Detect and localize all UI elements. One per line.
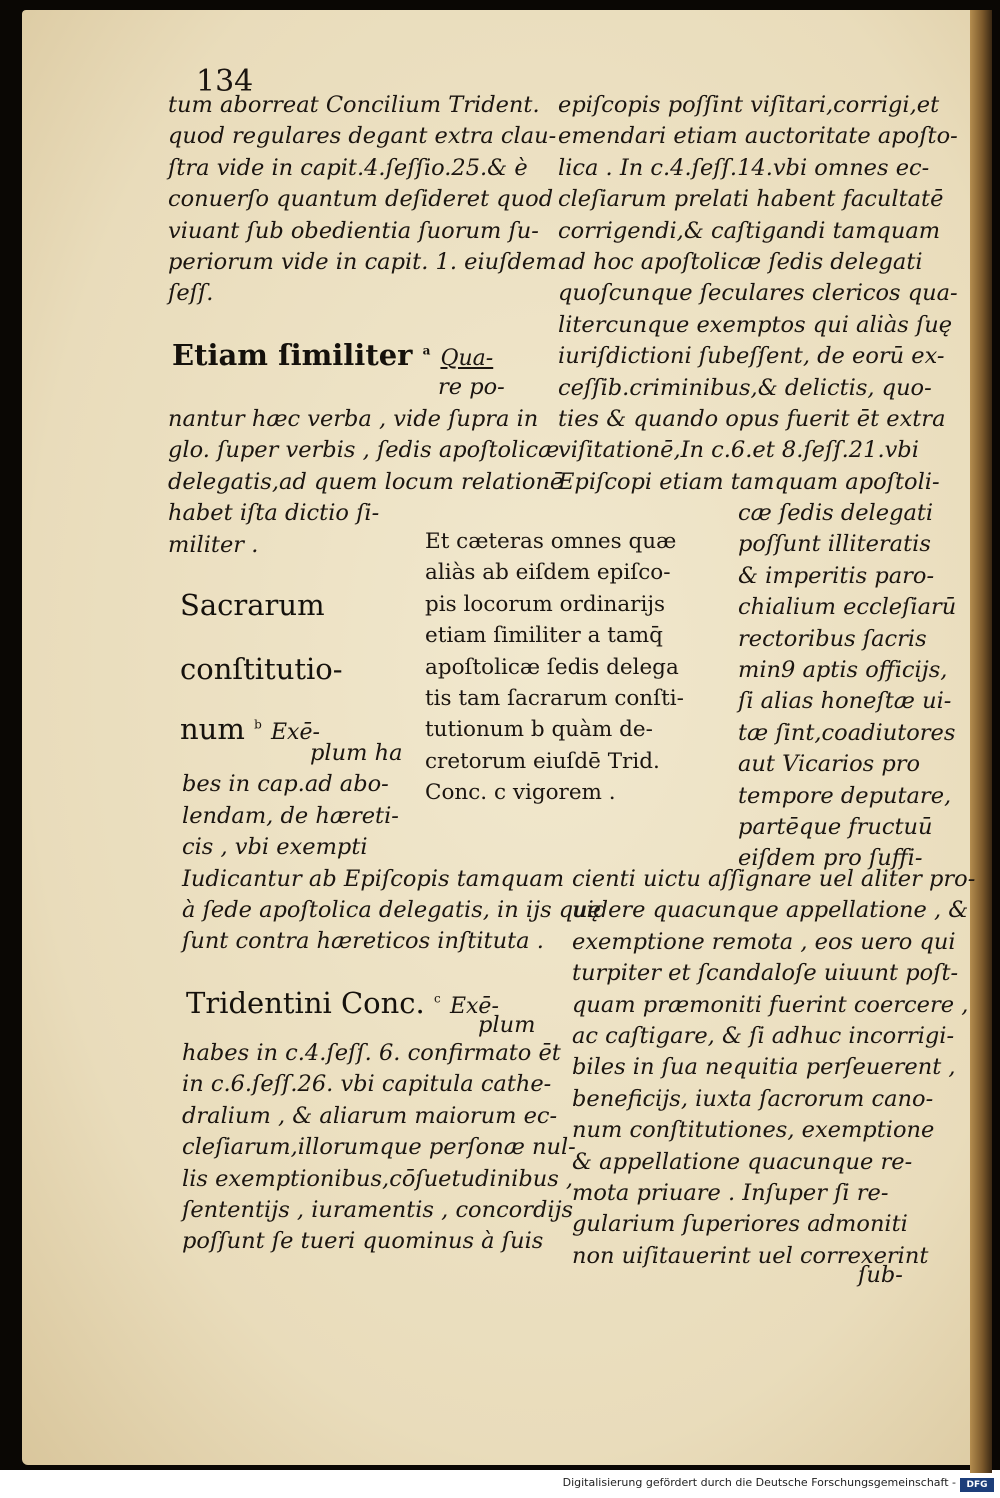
text-line: epiſcopis poſſint viſitari,corrigi,et <box>558 92 940 118</box>
text-line: plum ha <box>310 740 403 766</box>
text-line: exemptione remota , eos uero qui <box>572 928 956 955</box>
text-line: Conc. c vigorem . <box>425 780 616 806</box>
text-line: Epiſcopi etiam tamquam apoſtoli- <box>558 468 940 495</box>
text-line: pis locorum ordinarijs <box>425 591 666 617</box>
text-line: iuriſdictioni ſubeſſent, de eorū ex- <box>558 343 945 370</box>
text-line: ceſſib.criminibus,& delictis, quo- <box>558 374 932 401</box>
tridentini-line2 <box>478 1010 535 1041</box>
left-top-paragraph <box>168 90 557 310</box>
text-line: apoſtolicæ ſedis delega <box>425 654 679 680</box>
text-line: lica . In c.4.ſeſſ.14.vbi omnes ec- <box>558 154 930 181</box>
text-line: lendam, de hæreti- <box>182 802 399 829</box>
text-line: uidere quacunque appellatione , & <box>572 897 969 924</box>
text-line: ſi alias honeſtæ ui- <box>738 688 952 715</box>
page-number: 134 <box>196 64 254 99</box>
text-line: eiſdem pro ſuffi- <box>738 845 923 872</box>
heading-tail: Exē- <box>449 994 499 1019</box>
text-line: non uiſitauerint uel correxerint <box>572 1242 929 1269</box>
text-line: corrigendi,& caſtigandi tamquam <box>558 217 941 244</box>
text-line: ſunt contra hæreticos inſtituta . <box>182 928 544 955</box>
text-line: ties & quando opus fuerit ēt extra <box>558 406 946 433</box>
text-line: quoſcunque ſeculares clericos qua- <box>558 280 958 307</box>
note-mark: b <box>254 717 262 732</box>
text-line: aut Vicarios pro <box>738 751 921 778</box>
text-line: biles in ſua nequitia perſeuerent , <box>572 1054 956 1081</box>
text-line: militer . <box>168 531 259 558</box>
text-line: conuerſo quantum deſideret quod <box>168 186 554 213</box>
note-mark: a <box>422 343 431 358</box>
text-line: Et cæteras omnes quæ <box>425 529 677 554</box>
heading-tridentini <box>186 986 499 1020</box>
text-line: emendari etiam auctoritate apoſto- <box>558 123 958 150</box>
heading-text: Tridentini Conc. <box>186 986 425 1020</box>
text-line: gularium ſuperiores admoniti <box>572 1211 908 1238</box>
text-line: glo. ſuper verbis , ſedis apoſtolicæ <box>168 437 560 464</box>
right-top-paragraph <box>558 90 958 498</box>
text-line: cleſiarum prelati habent facultatē <box>558 186 944 213</box>
text-line: ac caſtigare, & ſi adhuc incorrigi- <box>572 1023 955 1050</box>
text-line: viuant ſub obedientia ſuorum ſu- <box>168 217 539 244</box>
text-line: min9 aptis officijs, <box>738 657 948 684</box>
text-line: Iudicantur ab Epiſcopis tamquam <box>182 865 565 892</box>
tridentini-paragraph <box>182 1038 576 1258</box>
heading-text: Etiam ſimiliter <box>172 338 413 372</box>
text-line: beneficijs, iuxta ſacrorum cano- <box>572 1085 934 1112</box>
text-line: quod regulares degant extra clau- <box>168 123 557 150</box>
text-line: & appellatione quacunque re- <box>572 1148 913 1175</box>
text-line: num conſtitutiones, exemptione <box>572 1117 935 1144</box>
text-line: plum <box>478 1012 536 1038</box>
text-line: turpiter et ſcandaloſe uiuunt poſt- <box>572 960 959 987</box>
text-line: nantur hæc verba , vide ſupra in <box>168 406 539 432</box>
heading-tail: Qua- <box>440 346 494 371</box>
text-line: habet iſta dictio ſi- <box>168 500 380 527</box>
text-line: re po- <box>438 374 505 400</box>
digitization-footer <box>0 1473 1000 1498</box>
text-line: tutionum b quàm de- <box>425 717 653 743</box>
etiam-line2 <box>438 372 505 403</box>
right-narrow-paragraph <box>738 498 956 875</box>
text-line: tempore deputare, <box>738 782 952 809</box>
text-line: viſitationē,In c.6.et 8.ſeſſ.21.vbi <box>558 437 919 464</box>
text-line: cienti uictu aſſignare uel aliter pro- <box>572 866 976 892</box>
catchword: ſub- <box>858 1262 903 1288</box>
text-line: poſſunt ſe tueri quominus à ſuis <box>182 1228 544 1255</box>
text-line: tum aborreat Concilium Trident. <box>168 92 540 118</box>
text-line: cæ ſedis delegati <box>738 500 934 526</box>
text-line: lis exemptionibus,cōſuetudinibus , <box>182 1165 574 1192</box>
heading-constitutio: conſtitutio- <box>180 652 343 686</box>
text-line: rectoribus ſacris <box>738 625 927 652</box>
text-line: cleſiarum,illorumque perſonæ nul- <box>182 1134 576 1161</box>
text-line: tis tam ſacrarum conſti- <box>425 686 684 712</box>
text-line: partēque fructuū <box>738 814 933 841</box>
text-line: tæ ſint,coadiutores <box>738 719 956 746</box>
text-line: ad hoc apoſtolicæ ſedis delegati <box>558 249 923 276</box>
heading-etiam-similiter <box>172 338 493 372</box>
text-line: ſeſſ. <box>168 280 214 307</box>
heading-sacrarum: Sacrarum <box>180 588 325 622</box>
text-line: habes in c.4.ſeſſ. 6. confirmato ēt <box>182 1040 561 1066</box>
text-line: periorum vide in capit. 1. eiuſdem <box>168 249 557 276</box>
footer-credit: Digitalisierung gefördert durch die Deutsche Forschungsgemeinschaft - <box>562 1476 956 1489</box>
text-line: aliàs ab eiſdem epiſco- <box>425 560 671 586</box>
right-bottom-paragraph <box>572 864 975 1272</box>
text-line: delegatis,ad quem locum relationē <box>168 468 564 495</box>
text-line: poſſunt illiteratis <box>738 531 931 558</box>
heading-text: num <box>180 712 245 746</box>
text-line: litercunque exemptos qui aliàs ſuę <box>558 311 953 338</box>
text-line: quam præmoniti fuerint coercere , <box>572 991 969 1018</box>
text-line: cretorum eiuſdē Trid. <box>425 748 660 774</box>
text-line: chialium eccleſiarū <box>738 594 957 621</box>
text-line: ſtra vide in capit.4.ſeſſio.25.& è <box>168 154 528 181</box>
text-line: dralium , & aliarum maiorum ec- <box>182 1102 558 1129</box>
heading-tail: Exē- <box>270 720 320 745</box>
text-line: cis , vbi exempti <box>182 834 368 861</box>
note-mark: c <box>434 991 441 1006</box>
dfg-logo: DFG <box>960 1478 994 1492</box>
text-line: & imperitis paro- <box>738 562 935 589</box>
text-line: à ſede apoſtolica delegatis, in ijs quę <box>182 897 601 924</box>
text-line: mota priuare . Inſuper ſi re- <box>572 1180 889 1207</box>
decree-text <box>425 526 684 809</box>
text-line: bes in cap.ad abo- <box>182 771 389 798</box>
text-line: etiam ſimiliter a tamq̄ <box>425 623 663 649</box>
text-line: ſententijs , iuramentis , concordijs <box>182 1197 574 1224</box>
text-line: in c.6.ſeſſ.26. vbi capitula cathe- <box>182 1071 552 1098</box>
